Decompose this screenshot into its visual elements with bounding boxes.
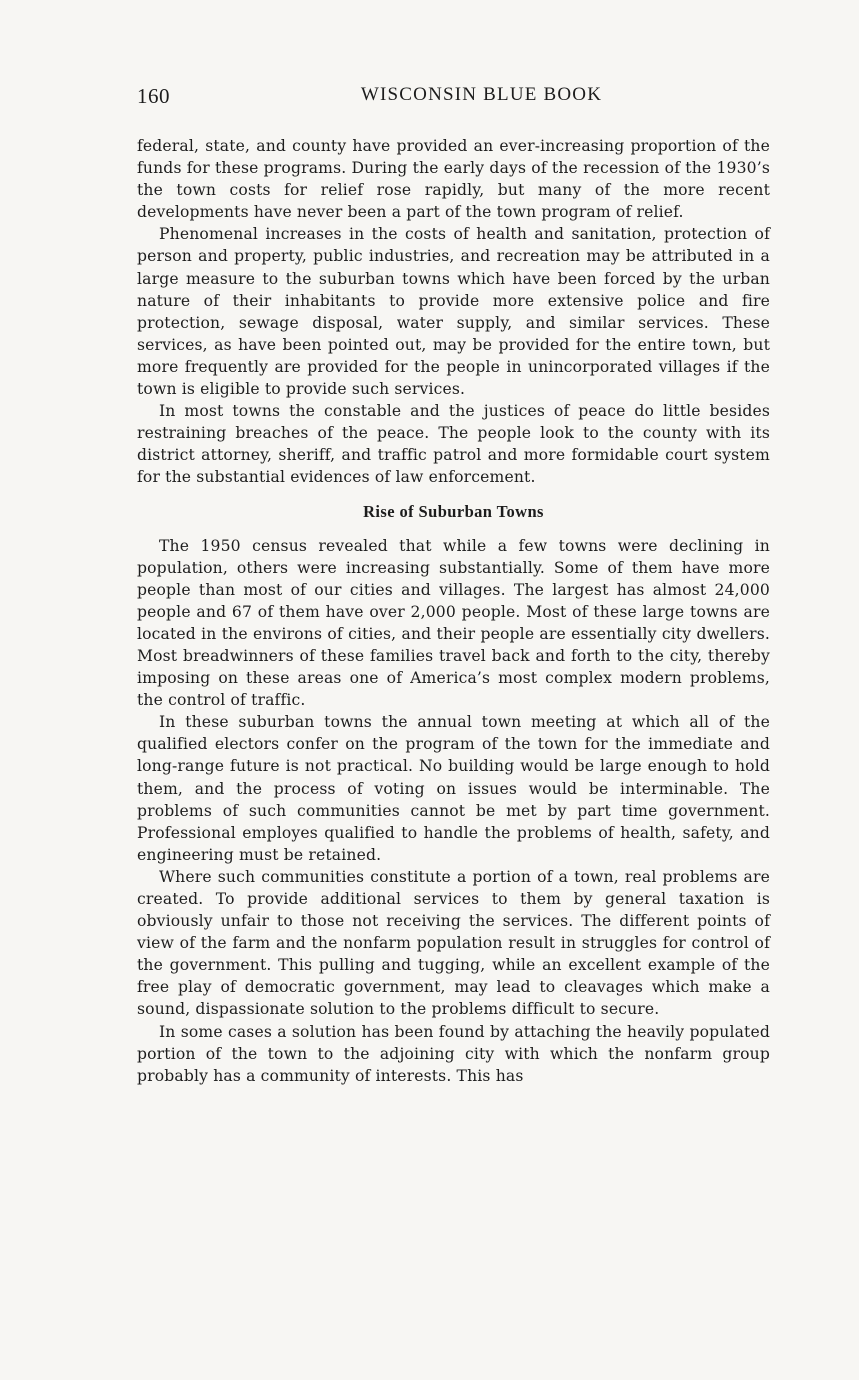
paragraph: In most towns the constable and the justices of peace do little besides restraining breaches of the peace. The people look to the county with its district attorney, sheriff, and traffic patrol and more formidable court system for the substantial evidences of law enforcement. (137, 402, 770, 487)
paragraph: Phenomenal increases in the costs of health and sanitation, protection of person and property, public industries, and recreation may be attributed in a large measure to the suburban towns which have been forced by the urban nature of their inhabitants to provide more extensive police and fire protection, sewage disposal, water supply, and similar services. These services, as have been pointed out, may be provided for the entire town, but more frequently are provided for the people in unincorporated villages if the town is eligible to provide such services. (137, 225, 770, 399)
paragraph: In these suburban towns the annual town meeting at which all of the qualified electors confer on the program of the town for the immediate and long-range future is not practical. No building would be large enough to hold them, and the process of voting on issues would be interminable. The problems of such communities cannot be met by part time government. Professional employes qualified to handle the problems of health, safety, and engineering must be retained. (137, 713, 770, 864)
paragraph: In some cases a solution has been found by attaching the heavily populated portion of the town to the adjoining city with which the nonfarm group probably has a community of interests. This has (137, 1022, 770, 1085)
section-heading: Rise of Suburban Towns (363, 501, 544, 521)
page-number: 160 (137, 84, 170, 108)
body-text (137, 135, 770, 1087)
paragraph: The 1950 census revealed that while a few towns were declining in population, others were increasing substantially. Some of them have more people than most of our cities and villages. The largest has almost 24,000 people and 67 of them have over 2,000 people. Most of these large towns are located in the environs of cities, and their people are essentially city dwellers. Most breadwinners of these families travel back and forth to the city, thereby imposing on these areas one of America’s most complex modern problems, the control of traffic. (137, 536, 770, 710)
paragraph: federal, state, and county have provided an ever-increasing proportion of the funds for these programs. During the early days of the recession of the 1930’s the town costs for relief rose rapidly, but many of the more recent developments have never been a part of the town program of relief. (137, 137, 770, 222)
running-head (137, 84, 770, 114)
paragraph: Where such communities constitute a portion of a town, real problems are created. To provide additional services to them by general taxation is obviously unfair to those not receiving the services. The different points of view of the farm and the nonfarm population result in struggles for control of the government. This pulling and tugging, while an excellent example of the free play of democratic government, may lead to cleavages which make a sound, dispassionate solution to the problems difficult to secure. (137, 867, 770, 1019)
book-page (137, 84, 770, 1087)
book-title: WISCONSIN BLUE BOOK (360, 84, 603, 105)
